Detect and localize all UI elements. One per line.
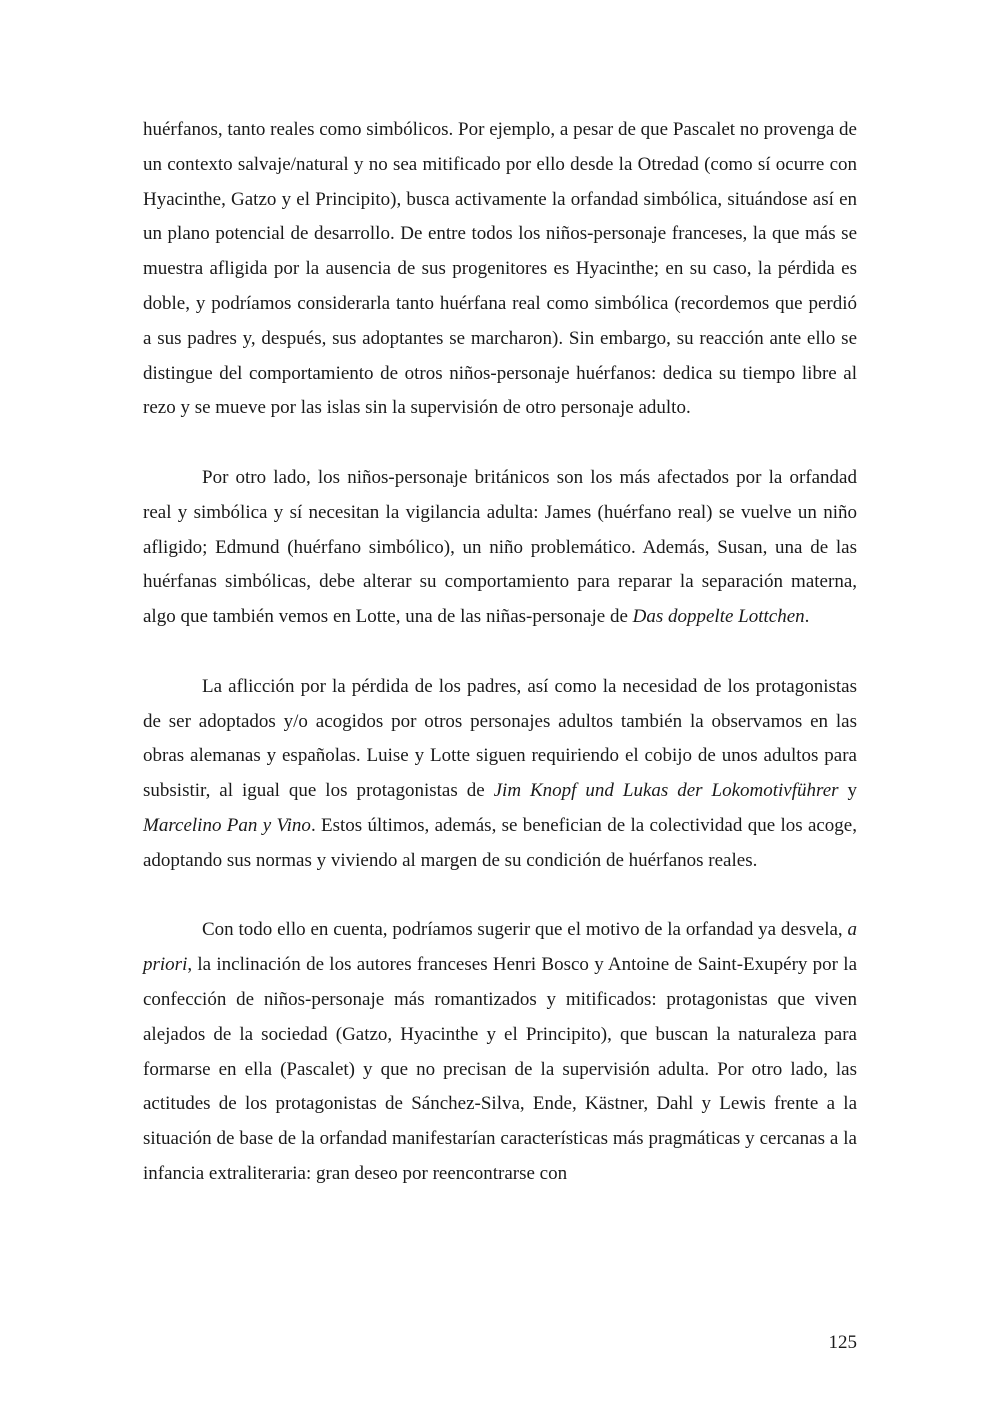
paragraph-3-text-b: y xyxy=(838,780,857,802)
paragraph-2-text-a: Por otro lado, los niños-personaje británicos son los más afectados por la orfandad real y simbólica y sí necesitan la vigilancia adulta: James (huérfano real) se vuelve un niño afligido; Edmund (huérfano simbólico), un niño problemático. Además, Susan, una de las huérfanas simbólicas, debe alterar su comportamiento para reparar la separación materna, algo que también vemos en Lotte, una de las niñas-personaje de xyxy=(143,466,857,628)
paragraph-1-text: huérfanos, tanto reales como simbólicos. Por ejemplo, a pesar de que Pascalet no provenga de un contexto salvaje/natural y no sea mitificado por ello desde la Otredad (como sí ocurre con Hyacinthe, Gatzo y el Principito), busca activamente la orfandad simbólica, situándose así en un plano potencial de desarrollo. De entre todos los niños-personaje franceses, la que más se muestra afligida por la ausencia de sus progenitores es Hyacinthe; en su caso, la pérdida es doble, y podríamos considerarla tanto huérfana real como simbólica (recordemos que perdió a sus padres y, después, sus adoptantes se marcharon). Sin embargo, su reacción ante ello se distingue del comportamiento de otros niños-personaje huérfanos: dedica su tiempo libre al rezo y se mueve por las islas sin la supervisión de otro personaje adulto. xyxy=(143,119,857,419)
paragraph-2 xyxy=(143,461,857,635)
paragraph-2-text-b: . xyxy=(804,606,810,628)
paragraph-gap xyxy=(143,426,857,461)
paragraph-3-text-c: . Estos últimos, además, se benefician de la colectividad que los acoge, adoptando sus normas y viviendo al margen de su condición de huérfanos reales. xyxy=(143,814,857,871)
paragraph-4-text-b: , la inclinación de los autores franceses Henri Bosco y Antoine de Saint-Exupéry por la confección de niños-personaje más romantizados y mitificados: protagonistas que viven alejados de la sociedad (Gatzo, Hyacinthe y el Principito), que buscan la naturaleza para formarse en ella (Pascalet) y que no precisan de la supervisión adulta. Por otro lado, las actitudes de los protagonistas de Sánchez-Silva, Ende, Kästner, Dahl y Lewis frente a la situación de base de la orfandad manifestarían características más pragmáticas y cercanas a la infancia extraliteraria: gran deseo por reencontrarse con xyxy=(143,954,857,1184)
paragraph-4-text-a: Con todo ello en cuenta, podríamos sugerir que el motivo de la orfandad ya desvela, xyxy=(202,919,848,941)
paragraph-gap xyxy=(143,635,857,670)
paragraph-3 xyxy=(143,670,857,879)
paragraph-1 xyxy=(143,113,857,426)
page-number: 125 xyxy=(828,1332,857,1353)
paragraph-4 xyxy=(143,913,857,1191)
book-title-das-doppelte-lottchen: Das doppelte Lottchen xyxy=(632,606,805,628)
emphasis-a-priori: a priori xyxy=(143,919,857,976)
book-title-jim-knopf: Jim Knopf und Lukas der Lokomotivführer xyxy=(493,780,839,802)
paragraph-3-text-a: La aflicción por la pérdida de los padres, así como la necesidad de los protagonistas de ser adoptados y/o acogidos por otros personajes adultos también la observamos en las obras alemanas y españolas. Luise y Lotte siguen requiriendo el cobijo de unos adultos para subsistir, al igual que los protagonistas de xyxy=(143,675,857,802)
page-body xyxy=(143,113,857,1192)
book-title-marcelino-pan-y-vino: Marcelino Pan y Vino xyxy=(143,814,311,836)
paragraph-gap xyxy=(143,879,857,914)
